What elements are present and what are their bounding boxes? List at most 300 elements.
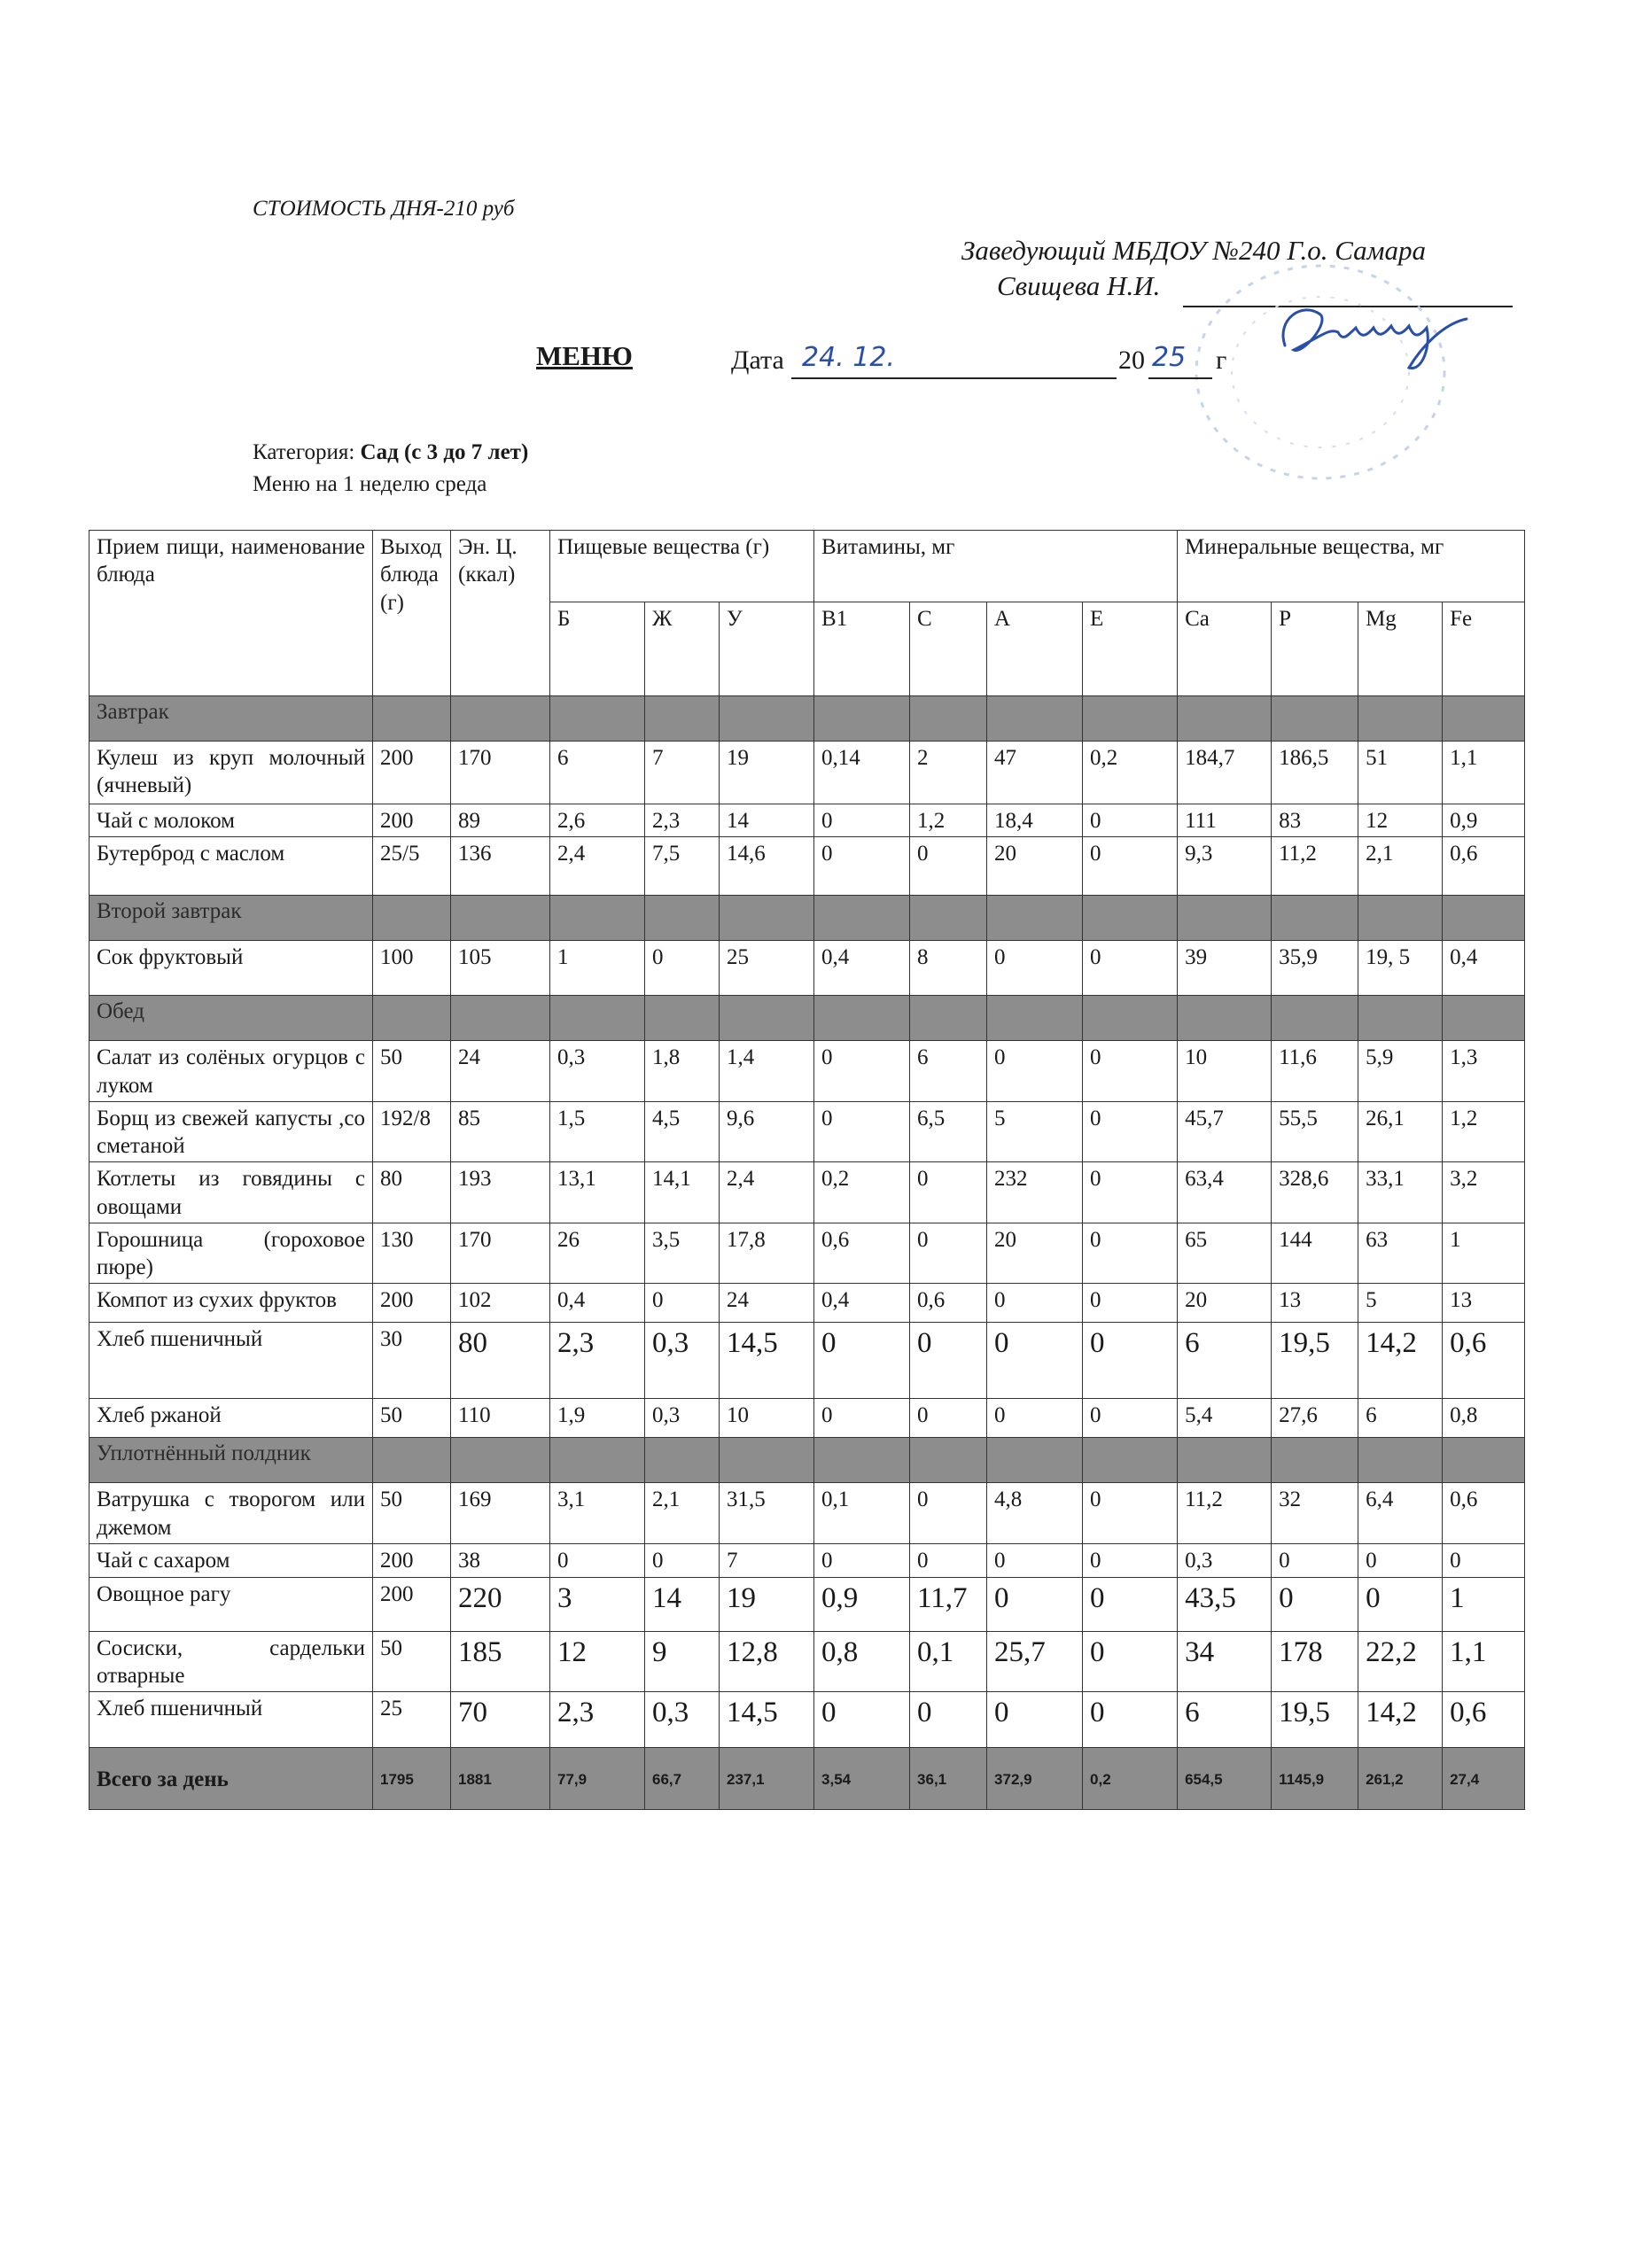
value-cell: 10 xyxy=(720,1399,814,1438)
value-cell: 144 xyxy=(1272,1223,1358,1284)
value-cell: 0 xyxy=(1083,1041,1178,1102)
value-cell: 30 xyxy=(373,1323,451,1399)
value-cell: 13,1 xyxy=(550,1162,645,1223)
value-cell: 19,5 xyxy=(1272,1692,1358,1748)
header-p: Р xyxy=(1272,602,1358,696)
value-cell: 33,1 xyxy=(1358,1162,1443,1223)
value-cell: 0 xyxy=(987,1041,1083,1102)
value-cell: 185 xyxy=(451,1631,550,1692)
value-cell: 12,8 xyxy=(720,1631,814,1692)
value-cell: 0 xyxy=(645,1284,720,1323)
value-cell: 6,4 xyxy=(1358,1483,1443,1544)
section-fill-cell xyxy=(987,996,1083,1041)
header-nutrients: Пищевые вещества (г) xyxy=(550,531,814,602)
value-cell: 14 xyxy=(720,804,814,837)
section-fill-cell xyxy=(550,696,645,742)
header-a: А xyxy=(987,602,1083,696)
value-cell: 0 xyxy=(910,837,987,896)
value-cell: 200 xyxy=(373,804,451,837)
value-cell: 0 xyxy=(987,1323,1083,1399)
section-fill-cell xyxy=(720,1438,814,1483)
value-cell: 200 xyxy=(373,742,451,804)
section-fill-cell xyxy=(451,896,550,941)
value-cell: 0 xyxy=(550,1543,645,1577)
value-cell: 0,6 xyxy=(1443,1323,1525,1399)
value-cell: 105 xyxy=(451,941,550,996)
value-cell: 3,1 xyxy=(550,1483,645,1544)
section-fill-cell xyxy=(1178,1438,1272,1483)
value-cell: 55,5 xyxy=(1272,1101,1358,1162)
value-cell: 0 xyxy=(987,1692,1083,1748)
value-cell: 3 xyxy=(550,1577,645,1631)
value-cell: 20 xyxy=(987,837,1083,896)
header-energy: Эн. Ц. (ккал) xyxy=(451,531,550,696)
section-fill-cell xyxy=(373,896,451,941)
value-cell: 89 xyxy=(451,804,550,837)
value-cell: 31,5 xyxy=(720,1483,814,1544)
value-cell: 35,9 xyxy=(1272,941,1358,996)
section-fill-cell xyxy=(1358,1438,1443,1483)
value-cell: 0 xyxy=(910,1692,987,1748)
value-cell: 11,6 xyxy=(1272,1041,1358,1102)
section-fill-cell xyxy=(550,896,645,941)
value-cell: 39 xyxy=(1178,941,1272,996)
value-cell: 220 xyxy=(451,1577,550,1631)
value-cell: 0,3 xyxy=(1178,1543,1272,1577)
table-row xyxy=(90,1041,1525,1102)
section-fill-cell xyxy=(1083,1438,1178,1483)
value-cell: 0,3 xyxy=(645,1399,720,1438)
value-cell: 1,9 xyxy=(550,1399,645,1438)
dish-name: Ватрушка с творогом или джемом xyxy=(90,1483,373,1544)
year-line xyxy=(1148,377,1212,379)
total-value: 1881 xyxy=(451,1748,550,1810)
value-cell: 0 xyxy=(814,1692,910,1748)
value-cell: 63,4 xyxy=(1178,1162,1272,1223)
value-cell: 193 xyxy=(451,1162,550,1223)
header-e: Е xyxy=(1083,602,1178,696)
total-value: 654,5 xyxy=(1178,1748,1272,1810)
section-title: Второй завтрак xyxy=(90,896,373,941)
value-cell: 200 xyxy=(373,1577,451,1631)
value-cell: 1 xyxy=(550,941,645,996)
value-cell: 11,2 xyxy=(1272,837,1358,896)
date-label: Дата xyxy=(731,346,784,375)
value-cell: 1 xyxy=(1443,1577,1525,1631)
value-cell: 0 xyxy=(987,1284,1083,1323)
value-cell: 0 xyxy=(1083,1323,1178,1399)
section-fill-cell xyxy=(373,996,451,1041)
section-fill-cell xyxy=(814,996,910,1041)
value-cell: 0 xyxy=(1083,1483,1178,1544)
value-cell: 22,2 xyxy=(1358,1631,1443,1692)
value-cell: 47 xyxy=(987,742,1083,804)
total-value: 77,9 xyxy=(550,1748,645,1810)
approver-title: Заведующий МБДОУ №240 Г.о. Самара xyxy=(961,235,1426,266)
value-cell: 8 xyxy=(910,941,987,996)
value-cell: 7 xyxy=(720,1543,814,1577)
value-cell: 0,2 xyxy=(814,1162,910,1223)
value-cell: 0,3 xyxy=(550,1041,645,1102)
dish-name: Хлеб ржаной xyxy=(90,1399,373,1438)
signature-icon xyxy=(1267,284,1480,381)
value-cell: 70 xyxy=(451,1692,550,1748)
value-cell: 0 xyxy=(910,1543,987,1577)
dish-name: Компот из сухих фруктов xyxy=(90,1284,373,1323)
dish-name: Горошница (гороховое пюре) xyxy=(90,1223,373,1284)
table-row xyxy=(90,1284,1525,1323)
value-cell: 12 xyxy=(1358,804,1443,837)
value-cell: 13 xyxy=(1443,1284,1525,1323)
total-value: 1795 xyxy=(373,1748,451,1810)
section-fill-cell xyxy=(1443,696,1525,742)
header-meal: Прием пищи, наименование блюда xyxy=(90,531,373,696)
header-protein: Б xyxy=(550,602,645,696)
value-cell: 0 xyxy=(645,941,720,996)
value-cell: 7 xyxy=(645,742,720,804)
value-cell: 5 xyxy=(1358,1284,1443,1323)
table-row xyxy=(90,1543,1525,1577)
section-fill-cell xyxy=(814,896,910,941)
dish-name: Сок фруктовый xyxy=(90,941,373,996)
value-cell: 38 xyxy=(451,1543,550,1577)
value-cell: 2,3 xyxy=(550,1692,645,1748)
value-cell: 0,4 xyxy=(550,1284,645,1323)
value-cell: 0 xyxy=(1083,1162,1178,1223)
value-cell: 4,8 xyxy=(987,1483,1083,1544)
value-cell: 2,1 xyxy=(645,1483,720,1544)
section-fill-cell xyxy=(550,996,645,1041)
value-cell: 34 xyxy=(1178,1631,1272,1692)
total-value: 372,9 xyxy=(987,1748,1083,1810)
section-fill-cell xyxy=(814,1438,910,1483)
category-label: Категория: xyxy=(253,440,355,464)
value-cell: 14,2 xyxy=(1358,1692,1443,1748)
value-cell: 0,6 xyxy=(1443,1483,1525,1544)
value-cell: 0 xyxy=(910,1223,987,1284)
value-cell: 0 xyxy=(814,837,910,896)
value-cell: 7,5 xyxy=(645,837,720,896)
section-fill-cell xyxy=(1443,1438,1525,1483)
section-title: Уплотнённый полдник xyxy=(90,1438,373,1483)
section-fill-cell xyxy=(1178,696,1272,742)
total-value: 36,1 xyxy=(910,1748,987,1810)
section-fill-cell xyxy=(1358,696,1443,742)
table-row xyxy=(90,837,1525,896)
value-cell: 5 xyxy=(987,1101,1083,1162)
section-row xyxy=(90,896,1525,941)
total-value: 66,7 xyxy=(645,1748,720,1810)
section-fill-cell xyxy=(910,996,987,1041)
total-value: 261,2 xyxy=(1358,1748,1443,1810)
value-cell: 0 xyxy=(1083,1284,1178,1323)
value-cell: 24 xyxy=(720,1284,814,1323)
value-cell: 0,6 xyxy=(1443,1692,1525,1748)
value-cell: 25/5 xyxy=(373,837,451,896)
value-cell: 25 xyxy=(720,941,814,996)
dish-name: Хлеб пшеничный xyxy=(90,1692,373,1748)
section-fill-cell xyxy=(910,896,987,941)
value-cell: 14 xyxy=(645,1577,720,1631)
section-title: Завтрак xyxy=(90,696,373,742)
section-row xyxy=(90,1438,1525,1483)
value-cell: 0 xyxy=(814,1543,910,1577)
section-fill-cell xyxy=(987,696,1083,742)
value-cell: 0 xyxy=(987,1399,1083,1438)
value-cell: 0 xyxy=(1358,1543,1443,1577)
dish-name: Бутерброд с маслом xyxy=(90,837,373,896)
date-line xyxy=(791,377,1117,379)
value-cell: 14,1 xyxy=(645,1162,720,1223)
value-cell: 0 xyxy=(814,1041,910,1102)
value-cell: 0,6 xyxy=(910,1284,987,1323)
value-cell: 19,5 xyxy=(1272,1323,1358,1399)
value-cell: 0,3 xyxy=(645,1323,720,1399)
section-fill-cell xyxy=(987,896,1083,941)
value-cell: 63 xyxy=(1358,1223,1443,1284)
value-cell: 0 xyxy=(1083,837,1178,896)
value-cell: 0 xyxy=(1083,804,1178,837)
value-cell: 169 xyxy=(451,1483,550,1544)
value-cell: 100 xyxy=(373,941,451,996)
value-cell: 1,2 xyxy=(910,804,987,837)
value-cell: 0 xyxy=(910,1399,987,1438)
value-cell: 102 xyxy=(451,1284,550,1323)
value-cell: 0,9 xyxy=(814,1577,910,1631)
value-cell: 26,1 xyxy=(1358,1101,1443,1162)
value-cell: 178 xyxy=(1272,1631,1358,1692)
value-cell: 43,5 xyxy=(1178,1577,1272,1631)
section-fill-cell xyxy=(720,996,814,1041)
value-cell: 5,4 xyxy=(1178,1399,1272,1438)
value-cell: 0 xyxy=(814,1399,910,1438)
value-cell: 6 xyxy=(1178,1323,1272,1399)
section-fill-cell xyxy=(1272,696,1358,742)
value-cell: 6 xyxy=(1178,1692,1272,1748)
value-cell: 1,1 xyxy=(1443,742,1525,804)
value-cell: 0 xyxy=(814,804,910,837)
table-row xyxy=(90,1692,1525,1748)
total-row xyxy=(90,1748,1525,1810)
value-cell: 0 xyxy=(645,1543,720,1577)
section-fill-cell xyxy=(814,696,910,742)
value-cell: 0,6 xyxy=(1443,837,1525,896)
menu-body xyxy=(90,696,1525,1810)
dish-name: Салат из солёных огурцов с луком xyxy=(90,1041,373,1102)
value-cell: 2 xyxy=(910,742,987,804)
value-cell: 11,2 xyxy=(1178,1483,1272,1544)
header-ca: Са xyxy=(1178,602,1272,696)
section-fill-cell xyxy=(910,1438,987,1483)
value-cell: 0,2 xyxy=(1083,742,1178,804)
value-cell: 192/8 xyxy=(373,1101,451,1162)
table-row xyxy=(90,1483,1525,1544)
value-cell: 24 xyxy=(451,1041,550,1102)
total-value: 27,4 xyxy=(1443,1748,1525,1810)
value-cell: 14,5 xyxy=(720,1692,814,1748)
value-cell: 80 xyxy=(373,1162,451,1223)
dish-name: Чай с молоком xyxy=(90,804,373,837)
dish-name: Кулеш из круп молочный (ячневый) xyxy=(90,742,373,804)
menu-title: МЕНЮ xyxy=(536,340,633,371)
value-cell: 0 xyxy=(1083,1577,1178,1631)
table-row xyxy=(90,804,1525,837)
value-cell: 6 xyxy=(910,1041,987,1102)
dish-name: Сосиски, сардельки отварные xyxy=(90,1631,373,1692)
value-cell: 0 xyxy=(1083,1101,1178,1162)
value-cell: 14,2 xyxy=(1358,1323,1443,1399)
section-fill-cell xyxy=(1358,996,1443,1041)
value-cell: 3,2 xyxy=(1443,1162,1525,1223)
section-fill-cell xyxy=(451,996,550,1041)
value-cell: 51 xyxy=(1358,742,1443,804)
table-row xyxy=(90,742,1525,804)
value-cell: 9,3 xyxy=(1178,837,1272,896)
value-cell: 111 xyxy=(1178,804,1272,837)
value-cell: 0 xyxy=(987,1577,1083,1631)
value-cell: 0,1 xyxy=(814,1483,910,1544)
table-row xyxy=(90,1577,1525,1631)
section-fill-cell xyxy=(373,696,451,742)
value-cell: 50 xyxy=(373,1041,451,1102)
value-cell: 26 xyxy=(550,1223,645,1284)
section-fill-cell xyxy=(910,696,987,742)
total-value: 0,2 xyxy=(1083,1748,1178,1810)
value-cell: 0,4 xyxy=(814,941,910,996)
value-cell: 65 xyxy=(1178,1223,1272,1284)
dish-name: Овощное рагу xyxy=(90,1577,373,1631)
value-cell: 0 xyxy=(1083,941,1178,996)
header-fat: Ж xyxy=(645,602,720,696)
section-fill-cell xyxy=(451,696,550,742)
section-fill-cell xyxy=(1443,896,1525,941)
value-cell: 0,8 xyxy=(814,1631,910,1692)
value-cell: 0 xyxy=(1083,1692,1178,1748)
value-cell: 19 xyxy=(720,742,814,804)
value-cell: 0,4 xyxy=(814,1284,910,1323)
section-fill-cell xyxy=(373,1438,451,1483)
menu-table xyxy=(89,530,1525,1810)
total-value: 3,54 xyxy=(814,1748,910,1810)
header-fe: Fe xyxy=(1443,602,1525,696)
table-row xyxy=(90,1223,1525,1284)
section-fill-cell xyxy=(1443,996,1525,1041)
value-cell: 0,4 xyxy=(1443,941,1525,996)
value-cell: 14,6 xyxy=(720,837,814,896)
value-cell: 80 xyxy=(451,1323,550,1399)
value-cell: 0 xyxy=(910,1162,987,1223)
section-fill-cell xyxy=(645,896,720,941)
value-cell: 20 xyxy=(1178,1284,1272,1323)
value-cell: 50 xyxy=(373,1399,451,1438)
header-c: С xyxy=(910,602,987,696)
value-cell: 45,7 xyxy=(1178,1101,1272,1162)
value-cell: 184,7 xyxy=(1178,742,1272,804)
value-cell: 0,14 xyxy=(814,742,910,804)
value-cell: 0,6 xyxy=(814,1223,910,1284)
value-cell: 10 xyxy=(1178,1041,1272,1102)
value-cell: 12 xyxy=(550,1631,645,1692)
value-cell: 2,3 xyxy=(645,804,720,837)
table-row xyxy=(90,1323,1525,1399)
header-vitamins: Витамины, мг xyxy=(814,531,1178,602)
value-cell: 6,5 xyxy=(910,1101,987,1162)
value-cell: 18,4 xyxy=(987,804,1083,837)
value-cell: 130 xyxy=(373,1223,451,1284)
value-cell: 50 xyxy=(373,1631,451,1692)
value-cell: 0,3 xyxy=(645,1692,720,1748)
value-cell: 13 xyxy=(1272,1284,1358,1323)
value-cell: 200 xyxy=(373,1284,451,1323)
value-cell: 6 xyxy=(1358,1399,1443,1438)
value-cell: 27,6 xyxy=(1272,1399,1358,1438)
week-line: Меню на 1 неделю среда xyxy=(253,472,487,496)
value-cell: 186,5 xyxy=(1272,742,1358,804)
section-fill-cell xyxy=(987,1438,1083,1483)
value-cell: 0 xyxy=(1083,1631,1178,1692)
value-cell: 0,9 xyxy=(1443,804,1525,837)
value-cell: 0 xyxy=(1083,1543,1178,1577)
value-cell: 14,5 xyxy=(720,1323,814,1399)
total-value: 1145,9 xyxy=(1272,1748,1358,1810)
value-cell: 4,5 xyxy=(645,1101,720,1162)
section-fill-cell xyxy=(645,996,720,1041)
section-fill-cell xyxy=(645,696,720,742)
value-cell: 17,8 xyxy=(720,1223,814,1284)
value-cell: 50 xyxy=(373,1483,451,1544)
category-value: Сад (с 3 до 7 лет) xyxy=(360,440,529,464)
value-cell: 2,6 xyxy=(550,804,645,837)
section-row xyxy=(90,996,1525,1041)
value-cell: 1,1 xyxy=(1443,1631,1525,1692)
value-cell: 232 xyxy=(987,1162,1083,1223)
section-fill-cell xyxy=(1178,996,1272,1041)
section-fill-cell xyxy=(1178,896,1272,941)
value-cell: 2,1 xyxy=(1358,837,1443,896)
value-cell: 1,8 xyxy=(645,1041,720,1102)
total-label: Всего за день xyxy=(90,1748,373,1810)
section-fill-cell xyxy=(1083,996,1178,1041)
section-fill-cell xyxy=(720,696,814,742)
value-cell: 136 xyxy=(451,837,550,896)
value-cell: 0 xyxy=(814,1323,910,1399)
total-value: 237,1 xyxy=(720,1748,814,1810)
section-fill-cell xyxy=(1272,996,1358,1041)
value-cell: 1,4 xyxy=(720,1041,814,1102)
section-row xyxy=(90,696,1525,742)
section-title: Обед xyxy=(90,996,373,1041)
value-cell: 0 xyxy=(910,1323,987,1399)
value-cell: 1,5 xyxy=(550,1101,645,1162)
value-cell: 0 xyxy=(910,1483,987,1544)
section-fill-cell xyxy=(1083,696,1178,742)
value-cell: 3,5 xyxy=(645,1223,720,1284)
value-cell: 19 xyxy=(720,1577,814,1631)
dish-name: Борщ из свежей капусты ,со сметаной xyxy=(90,1101,373,1162)
table-row xyxy=(90,1101,1525,1162)
section-fill-cell xyxy=(1272,896,1358,941)
value-cell: 11,7 xyxy=(910,1577,987,1631)
value-cell: 6 xyxy=(550,742,645,804)
dish-name: Хлеб пшеничный xyxy=(90,1323,373,1399)
section-fill-cell xyxy=(720,896,814,941)
value-cell: 0 xyxy=(1358,1577,1443,1631)
value-cell: 9,6 xyxy=(720,1101,814,1162)
table-row xyxy=(90,941,1525,996)
section-fill-cell xyxy=(1083,896,1178,941)
table-row xyxy=(90,1399,1525,1438)
value-cell: 85 xyxy=(451,1101,550,1162)
